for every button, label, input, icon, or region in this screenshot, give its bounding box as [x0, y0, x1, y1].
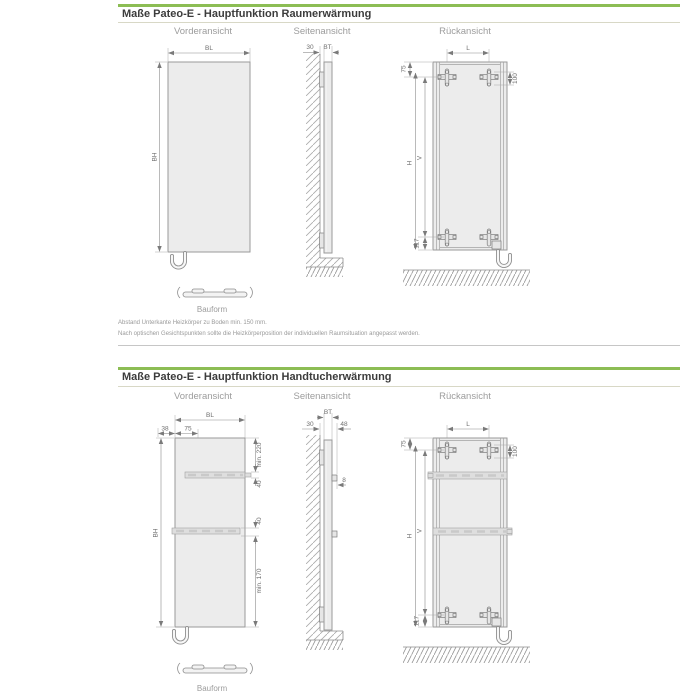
section1-title: Maße Pateo-E - Hauptfunktion Raumerwärmung: [122, 8, 372, 20]
dim-label-h: H: [406, 533, 414, 539]
dim-label-min170: min. 170: [256, 568, 263, 594]
dim-label-8: 8: [342, 477, 346, 484]
bauform-label: Bauform: [196, 684, 228, 693]
towel-bar-lower: [172, 528, 240, 534]
dim-label-30: 30: [306, 421, 314, 428]
dim-label-100: 100: [512, 73, 519, 84]
radiator-panel-rear: [433, 62, 507, 250]
dim-label-100: 100: [512, 446, 519, 457]
view-header-rear-s1: Rückansicht: [439, 26, 491, 37]
section1-diagrams: [110, 40, 590, 323]
view-header-side-s1: Seitenansicht: [293, 26, 351, 37]
dim-label-bh: BH: [151, 152, 159, 162]
floor-hatch: [306, 640, 343, 650]
dim-label-h: H: [406, 160, 414, 166]
dim-label-75: 75: [400, 65, 408, 73]
floor-hatch: [306, 267, 343, 277]
note-line: Nach optischen Gesichtspunkten sollte die Heizkörperposition der individuellen Raumsituation angepasst werden.: [118, 331, 420, 337]
section-divider: [118, 345, 680, 346]
view-header-front-s1: Vorderansicht: [173, 26, 233, 37]
section1-accent-bar: [118, 4, 680, 7]
radiator-panel-side: [324, 62, 332, 253]
dim-label-min220: min. 220: [256, 442, 263, 468]
section2-title-rule: [118, 386, 680, 387]
towel-bar-lower: [433, 528, 512, 535]
section2-title: Maße Pateo-E - Hauptfunktion Handtucherwärmung: [122, 371, 392, 383]
floor-section: [403, 647, 530, 663]
side-view-s2: [302, 409, 351, 650]
note-line: Abstand Unterkante Heizkörper zu Boden min. 150 mm.: [118, 320, 267, 326]
dim-label-40-lower: 40: [256, 517, 263, 525]
dim-label-l: L: [466, 45, 470, 52]
floor-section: [403, 270, 530, 286]
front-view-s2: [153, 412, 264, 693]
rear-view-s1: [401, 45, 531, 286]
dim-label-bl: BL: [206, 412, 214, 419]
view-header-side-s2: Seitenansicht: [293, 391, 351, 402]
dim-label-bt: BT: [323, 409, 333, 416]
front-view-s1: [152, 45, 253, 314]
dim-label-bh: BH: [152, 528, 160, 538]
dim-label-40-upper: 40: [256, 480, 263, 488]
dim-label-117: 117: [413, 238, 421, 249]
dim-label-75: 75: [400, 440, 408, 448]
bauform-profile: [178, 287, 253, 298]
section1-notes: [118, 318, 420, 340]
power-cable: [498, 628, 510, 643]
dim-label-v: V: [416, 528, 424, 534]
view-header-front-s2: Vorderansicht: [173, 391, 233, 402]
radiator-panel-front: [168, 62, 250, 252]
dim-label-l: L: [466, 421, 470, 428]
radiator-panel-side: [324, 440, 332, 630]
dim-label-38: 38: [161, 425, 169, 433]
dim-label-117: 117: [413, 615, 421, 627]
view-header-rear-s2: Rückansicht: [439, 391, 491, 402]
dim-label-bt: BT: [323, 44, 332, 51]
section2-diagrams: [110, 403, 590, 700]
towel-bar-upper: [185, 472, 251, 478]
dim-label-48: 48: [340, 421, 348, 428]
power-cable: [174, 628, 187, 643]
dim-label-bl: BL: [205, 45, 213, 52]
section1-title-rule: [118, 22, 680, 23]
dim-label-v: V: [416, 155, 424, 161]
section2-accent-bar: [118, 367, 680, 370]
power-cable: [172, 253, 185, 268]
towel-bar-upper: [428, 472, 507, 479]
bauform-label: Bauform: [196, 305, 228, 314]
side-view-s1: [303, 44, 343, 277]
towel-bar-nub-upper: [332, 475, 337, 481]
dim-label-30: 30: [306, 44, 314, 51]
dim-label-75: 75: [184, 425, 192, 433]
towel-bar-nub-lower: [332, 531, 337, 537]
bauform-profile: [178, 663, 253, 674]
rear-view-s2: [401, 421, 531, 663]
power-cable: [498, 251, 510, 266]
